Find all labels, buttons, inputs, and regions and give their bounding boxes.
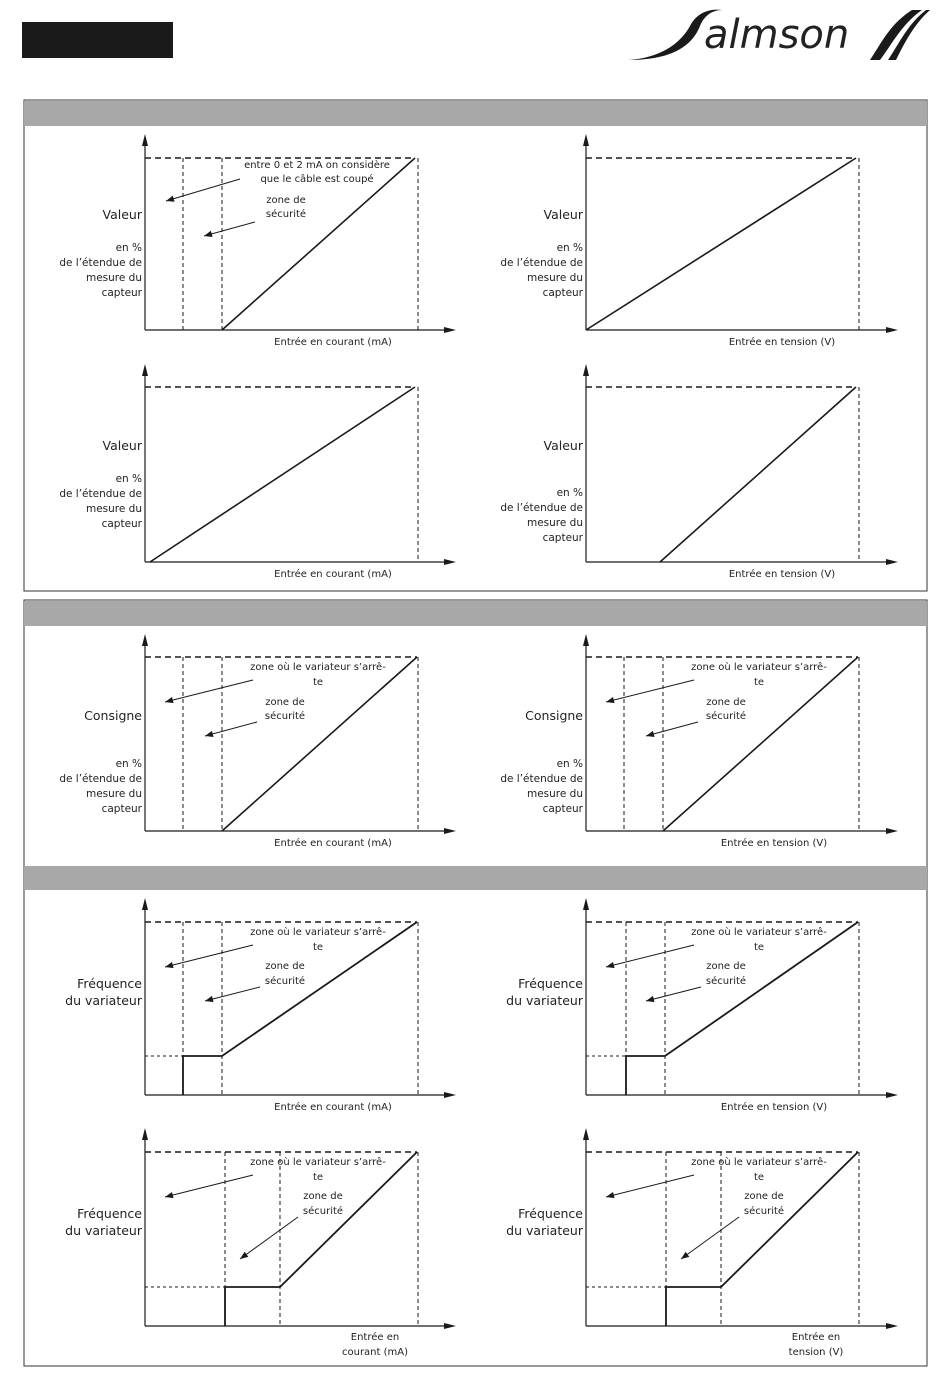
chart-frequence-courant-b-annotation-arret-line-1: zone où le variateur s’arrê- — [250, 1157, 386, 1168]
chart-1-courant-securite-arrow-securite-head — [204, 231, 213, 237]
chart-2-courant-lineaire-y-axis-arrowhead — [142, 364, 148, 376]
chart-frequence-courant-b-annotation-arret-line-2: te — [312, 1172, 324, 1183]
chart-2-tension-decale-ylabel-title: Valeur — [543, 438, 583, 453]
chart-consigne-tension-annotation-arret-line-2: te — [753, 677, 765, 688]
chart-frequence-courant-a-x-axis-arrowhead — [444, 1092, 456, 1098]
chart-2-courant-lineaire-ylabel-subtitle-line-3: mesure du — [85, 503, 142, 515]
chart-frequence-tension-a-annotation-securite-line-1: zone de — [706, 961, 746, 972]
chart-consigne-courant-arrow-securite-head — [205, 731, 214, 737]
chart-frequence-courant-a-arrow-securite — [205, 987, 260, 1001]
chart-1-courant-securite-ylabel-subtitle-line-4: capteur — [101, 287, 142, 299]
chart-frequence-tension-a-arrow-securite-head — [646, 996, 655, 1002]
chart-2-courant-lineaire-x-axis-arrowhead — [444, 559, 456, 565]
chart-2-tension-decale-ylabel-subtitle-line-4: capteur — [542, 532, 583, 544]
chart-consigne-courant-ylabel-title: Consigne — [84, 708, 142, 723]
chart-consigne-courant-arrow-arret-head — [165, 697, 174, 703]
chart-consigne-tension-ylabel-subtitle-line-1: en % — [556, 758, 583, 770]
chart-frequence-courant-b-annotation-securite-line-2: sécurité — [302, 1206, 344, 1217]
chart-consigne-courant-ylabel-subtitle-line-2: de l’étendue de — [59, 773, 142, 785]
chart-1-tension-lineaire-ylabel-subtitle-line-4: capteur — [542, 287, 583, 299]
section-band-consigne — [24, 601, 927, 626]
chart-frequence-tension-b-y-axis-arrowhead — [583, 1128, 589, 1140]
logo-wordmark: almson — [704, 12, 850, 58]
chart-frequence-courant-b-arrow-securite-head — [240, 1252, 248, 1259]
chart-consigne-tension-xlabel: Entrée en tension (V) — [720, 838, 828, 849]
chart-consigne-tension-arrow-securite-head — [646, 731, 655, 737]
chart-frequence-tension-b-ylabel-line-2: du variateur — [506, 1223, 583, 1238]
section-band-frequence — [24, 866, 927, 890]
chart-consigne-courant-y-axis-arrowhead — [142, 634, 148, 646]
chart-frequence-courant-a-arrow-arret-head — [165, 962, 174, 968]
chart-consigne-tension-arrow-arret-head — [606, 697, 615, 703]
chart-2-tension-decale-ylabel-subtitle-line-3: mesure du — [526, 517, 583, 529]
chart-1-courant-securite-x-axis-arrowhead — [444, 327, 456, 333]
chart-frequence-tension-a-xlabel: Entrée en tension (V) — [720, 1102, 828, 1113]
chart-frequence-courant-b-ylabel-line-2: du variateur — [65, 1223, 142, 1238]
chart-consigne-courant-ylabel-subtitle-line-4: capteur — [101, 803, 142, 815]
chart-consigne-tension-x-axis-arrowhead — [886, 828, 898, 834]
chart-frequence-courant-b-xlabel-line-1: Entrée en — [350, 1332, 400, 1343]
chart-frequence-tension-a-x-axis-arrowhead — [886, 1092, 898, 1098]
chart-1-courant-securite-annotation-cable-line-1: entre 0 et 2 mA on considère — [244, 160, 390, 171]
chart-consigne-tension-arrow-securite — [646, 722, 698, 736]
chart-frequence-tension-b-arrow-arret-head — [606, 1192, 615, 1198]
chart-frequence-tension-a-response-line — [626, 922, 858, 1095]
chart-frequence-courant-b-arrow-arret-head — [165, 1192, 174, 1198]
chart-frequence-courant-a-arrow-arret — [165, 945, 253, 967]
chart-consigne-tension-ylabel-subtitle-line-2: de l’étendue de — [500, 773, 583, 785]
chart-2-courant-lineaire-ylabel-subtitle-line-1: en % — [115, 473, 142, 485]
chart-frequence-tension-a-annotation-securite-line-2: sécurité — [705, 976, 747, 987]
chart-1-courant-securite-xlabel: Entrée en courant (mA) — [274, 337, 392, 348]
chart-2-courant-lineaire-ylabel-subtitle-line-2: de l’étendue de — [59, 488, 142, 500]
chart-frequence-tension-a-annotation-arret-line-1: zone où le variateur s’arrê- — [691, 927, 827, 938]
chart-1-courant-securite-annotation-cable-line-2: que le câble est coupé — [260, 174, 374, 185]
chart-2-tension-decale-ylabel-subtitle-line-1: en % — [556, 487, 583, 499]
chart-frequence-tension-b-arrow-securite-head — [681, 1252, 689, 1259]
chart-frequence-tension-b-arrow-arret — [606, 1175, 694, 1197]
chart-2-tension-decale-ylabel-subtitle-line-2: de l’étendue de — [500, 502, 583, 514]
chart-1-tension-lineaire-ylabel-subtitle-line-1: en % — [556, 242, 583, 254]
chart-consigne-courant-annotation-securite-line-2: sécurité — [264, 711, 306, 722]
chart-frequence-tension-b-xlabel-line-1: Entrée en — [791, 1332, 841, 1343]
chart-1-courant-securite-ylabel-subtitle-line-2: de l’étendue de — [59, 257, 142, 269]
chart-consigne-tension-annotation-arret-line-1: zone où le variateur s’arrê- — [691, 662, 827, 673]
chart-consigne-courant-ylabel-subtitle-line-1: en % — [115, 758, 142, 770]
section-frame-consigne-frequence — [24, 600, 927, 1366]
chart-consigne-courant-annotation-arret-line-1: zone où le variateur s’arrê- — [250, 662, 386, 673]
chart-frequence-courant-a-ylabel-line-1: Fréquence — [77, 976, 142, 991]
chart-1-courant-securite-arrow-cable — [166, 179, 240, 201]
chart-1-tension-lineaire-response-line — [586, 158, 856, 330]
chart-consigne-tension-y-axis-arrowhead — [583, 634, 589, 646]
chart-frequence-courant-a-annotation-arret-line-1: zone où le variateur s’arrê- — [250, 927, 386, 938]
chart-1-tension-lineaire-y-axis-arrowhead — [583, 134, 589, 146]
chart-frequence-courant-b-ylabel-line-1: Fréquence — [77, 1206, 142, 1221]
chart-2-courant-lineaire-response-line — [150, 387, 415, 562]
chart-1-courant-securite-ylabel-title: Valeur — [102, 207, 142, 222]
chart-frequence-courant-a-annotation-arret-line-2: te — [312, 942, 324, 953]
chart-consigne-courant-arrow-securite — [205, 722, 257, 736]
chart-1-courant-securite-annotation-securite-line-1: zone de — [266, 195, 306, 206]
chart-consigne-courant-x-axis-arrowhead — [444, 828, 456, 834]
chart-consigne-tension-annotation-securite-line-2: sécurité — [705, 711, 747, 722]
chart-frequence-tension-b-annotation-arret-line-2: te — [753, 1172, 765, 1183]
chart-frequence-courant-b-y-axis-arrowhead — [142, 1128, 148, 1140]
chart-frequence-courant-a-xlabel: Entrée en courant (mA) — [274, 1102, 392, 1113]
chart-frequence-courant-b-annotation-securite-line-1: zone de — [303, 1191, 343, 1202]
chart-2-courant-lineaire-xlabel: Entrée en courant (mA) — [274, 569, 392, 580]
chart-frequence-tension-b-x-axis-arrowhead — [886, 1323, 898, 1329]
chart-frequence-courant-b-arrow-arret — [165, 1175, 253, 1197]
chart-2-tension-decale-response-line — [660, 387, 856, 562]
chart-1-tension-lineaire-ylabel-subtitle-line-3: mesure du — [526, 272, 583, 284]
chart-consigne-tension-arrow-arret — [606, 680, 694, 702]
chart-1-tension-lineaire-ylabel-subtitle-line-2: de l’étendue de — [500, 257, 583, 269]
chart-frequence-tension-a-y-axis-arrowhead — [583, 898, 589, 910]
chart-consigne-tension-ylabel-title: Consigne — [525, 708, 583, 723]
chart-consigne-tension-ylabel-subtitle-line-4: capteur — [542, 803, 583, 815]
chart-consigne-tension-ylabel-subtitle-line-3: mesure du — [526, 788, 583, 800]
chart-2-courant-lineaire-ylabel-subtitle-line-4: capteur — [101, 518, 142, 530]
chart-1-tension-lineaire-ylabel-title: Valeur — [543, 207, 583, 222]
chart-consigne-courant-xlabel: Entrée en courant (mA) — [274, 838, 392, 849]
chart-frequence-courant-a-ylabel-line-2: du variateur — [65, 993, 142, 1008]
chart-consigne-tension-annotation-securite-line-1: zone de — [706, 697, 746, 708]
chart-frequence-tension-b-xlabel-line-2: tension (V) — [788, 1347, 844, 1358]
chart-1-tension-lineaire-xlabel: Entrée en tension (V) — [728, 337, 836, 348]
chart-frequence-courant-a-response-line — [183, 922, 417, 1095]
chart-frequence-courant-b-x-axis-arrowhead — [444, 1323, 456, 1329]
chart-frequence-tension-a-annotation-arret-line-2: te — [753, 942, 765, 953]
chart-frequence-courant-a-arrow-securite-head — [205, 996, 214, 1002]
chart-frequence-tension-a-arrow-securite — [646, 987, 701, 1001]
chart-1-courant-securite-ylabel-subtitle-line-3: mesure du — [85, 272, 142, 284]
chart-frequence-tension-b-ylabel-line-1: Fréquence — [518, 1206, 583, 1221]
chart-frequence-tension-a-ylabel-line-2: du variateur — [506, 993, 583, 1008]
chart-frequence-courant-b-xlabel-line-2: courant (mA) — [341, 1347, 409, 1358]
chart-1-tension-lineaire-x-axis-arrowhead — [886, 327, 898, 333]
section-band-capteur — [24, 101, 927, 126]
chart-consigne-courant-ylabel-subtitle-line-3: mesure du — [85, 788, 142, 800]
chart-frequence-tension-a-arrow-arret — [606, 945, 694, 967]
chart-frequence-tension-b-arrow-securite — [681, 1217, 739, 1259]
chart-frequence-courant-a-annotation-securite-line-1: zone de — [265, 961, 305, 972]
chart-frequence-tension-a-arrow-arret-head — [606, 962, 615, 968]
chart-consigne-courant-annotation-securite-line-1: zone de — [265, 697, 305, 708]
chart-frequence-tension-b-annotation-arret-line-1: zone où le variateur s’arrê- — [691, 1157, 827, 1168]
chart-frequence-tension-b-annotation-securite-line-2: sécurité — [743, 1206, 785, 1217]
chart-1-courant-securite-ylabel-subtitle-line-1: en % — [115, 242, 142, 254]
chart-2-tension-decale-x-axis-arrowhead — [886, 559, 898, 565]
chart-2-tension-decale-xlabel: Entrée en tension (V) — [728, 569, 836, 580]
chart-1-courant-securite-arrow-cable-head — [166, 196, 175, 202]
chart-2-courant-lineaire-ylabel-title: Valeur — [102, 438, 142, 453]
chart-frequence-tension-a-ylabel-line-1: Fréquence — [518, 976, 583, 991]
chart-frequence-courant-a-annotation-securite-line-2: sécurité — [264, 976, 306, 987]
chart-2-tension-decale-y-axis-arrowhead — [583, 364, 589, 376]
chart-consigne-courant-arrow-arret — [165, 680, 253, 702]
chart-1-courant-securite-y-axis-arrowhead — [142, 134, 148, 146]
chart-frequence-tension-b-annotation-securite-line-1: zone de — [744, 1191, 784, 1202]
chart-frequence-courant-a-y-axis-arrowhead — [142, 898, 148, 910]
chart-frequence-courant-b-arrow-securite — [240, 1217, 298, 1259]
chart-consigne-courant-annotation-arret-line-2: te — [312, 677, 324, 688]
chart-1-courant-securite-annotation-securite-line-2: sécurité — [265, 209, 307, 220]
